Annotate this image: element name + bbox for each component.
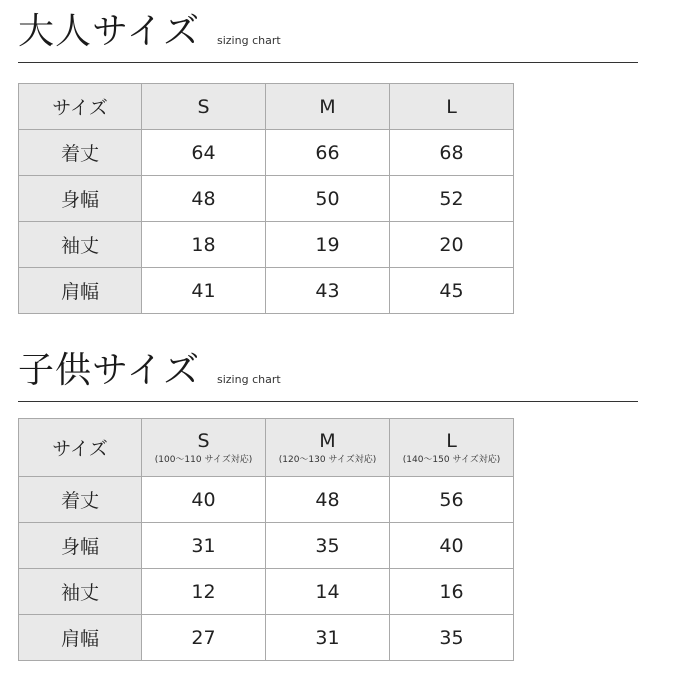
- size-header-s: S: [142, 84, 266, 130]
- table-row: [19, 176, 514, 222]
- kids-divider: [18, 401, 638, 402]
- table-cell: 35: [390, 615, 514, 661]
- row-label: 身幅: [19, 176, 142, 222]
- table-cell: 50: [266, 176, 390, 222]
- adult-size-table: [18, 83, 514, 314]
- table-cell: 48: [142, 176, 266, 222]
- size-header-s-note: (100～110 サイズ対応): [154, 454, 253, 465]
- table-cell: 14: [266, 569, 390, 615]
- table-row: [19, 130, 514, 176]
- size-header-l-label: L: [446, 429, 457, 452]
- row-label: 着丈: [19, 130, 142, 176]
- size-header-m: M: [266, 84, 390, 130]
- row-label: 肩幅: [19, 615, 142, 661]
- table-header-row: [19, 419, 514, 477]
- adult-divider: [18, 62, 638, 63]
- table-row: [19, 222, 514, 268]
- kids-size-subtitle: sizing chart: [217, 373, 281, 386]
- table-header-row: [19, 84, 514, 130]
- size-header-label: サイズ: [19, 84, 142, 130]
- table-cell: 40: [390, 523, 514, 569]
- table-cell: 27: [142, 615, 266, 661]
- row-label: 身幅: [19, 523, 142, 569]
- row-label: 袖丈: [19, 569, 142, 615]
- size-header-l: [390, 419, 514, 477]
- table-cell: 41: [142, 268, 266, 314]
- table-cell: 18: [142, 222, 266, 268]
- size-header-m-note: (120～130 サイズ対応): [278, 454, 377, 465]
- table-cell: 45: [390, 268, 514, 314]
- table-cell: 12: [142, 569, 266, 615]
- size-header-l: L: [390, 84, 514, 130]
- table-row: [19, 268, 514, 314]
- kids-size-title: 子供サイズ: [18, 350, 201, 391]
- table-row: [19, 477, 514, 523]
- size-header-s-label: S: [197, 429, 210, 452]
- adult-size-title: 大人サイズ: [18, 11, 201, 52]
- table-cell: 19: [266, 222, 390, 268]
- table-row: [19, 569, 514, 615]
- size-header-l-note: (140～150 サイズ対応): [402, 454, 501, 465]
- table-cell: 35: [266, 523, 390, 569]
- table-cell: 31: [142, 523, 266, 569]
- table-cell: 48: [266, 477, 390, 523]
- size-header-s: [142, 419, 266, 477]
- table-cell: 66: [266, 130, 390, 176]
- kids-size-section: [18, 347, 638, 397]
- table-row: [19, 523, 514, 569]
- size-header-m: [266, 419, 390, 477]
- row-label: 袖丈: [19, 222, 142, 268]
- table-cell: 16: [390, 569, 514, 615]
- table-row: [19, 615, 514, 661]
- table-cell: 68: [390, 130, 514, 176]
- row-label: 肩幅: [19, 268, 142, 314]
- table-cell: 52: [390, 176, 514, 222]
- size-header-label: サイズ: [19, 419, 142, 477]
- table-cell: 20: [390, 222, 514, 268]
- kids-size-table: [18, 418, 514, 661]
- adult-size-subtitle: sizing chart: [217, 34, 281, 47]
- table-cell: 64: [142, 130, 266, 176]
- table-cell: 56: [390, 477, 514, 523]
- table-cell: 40: [142, 477, 266, 523]
- table-cell: 31: [266, 615, 390, 661]
- kids-size-heading: [18, 347, 638, 397]
- size-header-m-label: M: [319, 429, 336, 452]
- row-label: 着丈: [19, 477, 142, 523]
- adult-size-heading: [18, 8, 638, 58]
- adult-size-section: [18, 8, 638, 58]
- table-cell: 43: [266, 268, 390, 314]
